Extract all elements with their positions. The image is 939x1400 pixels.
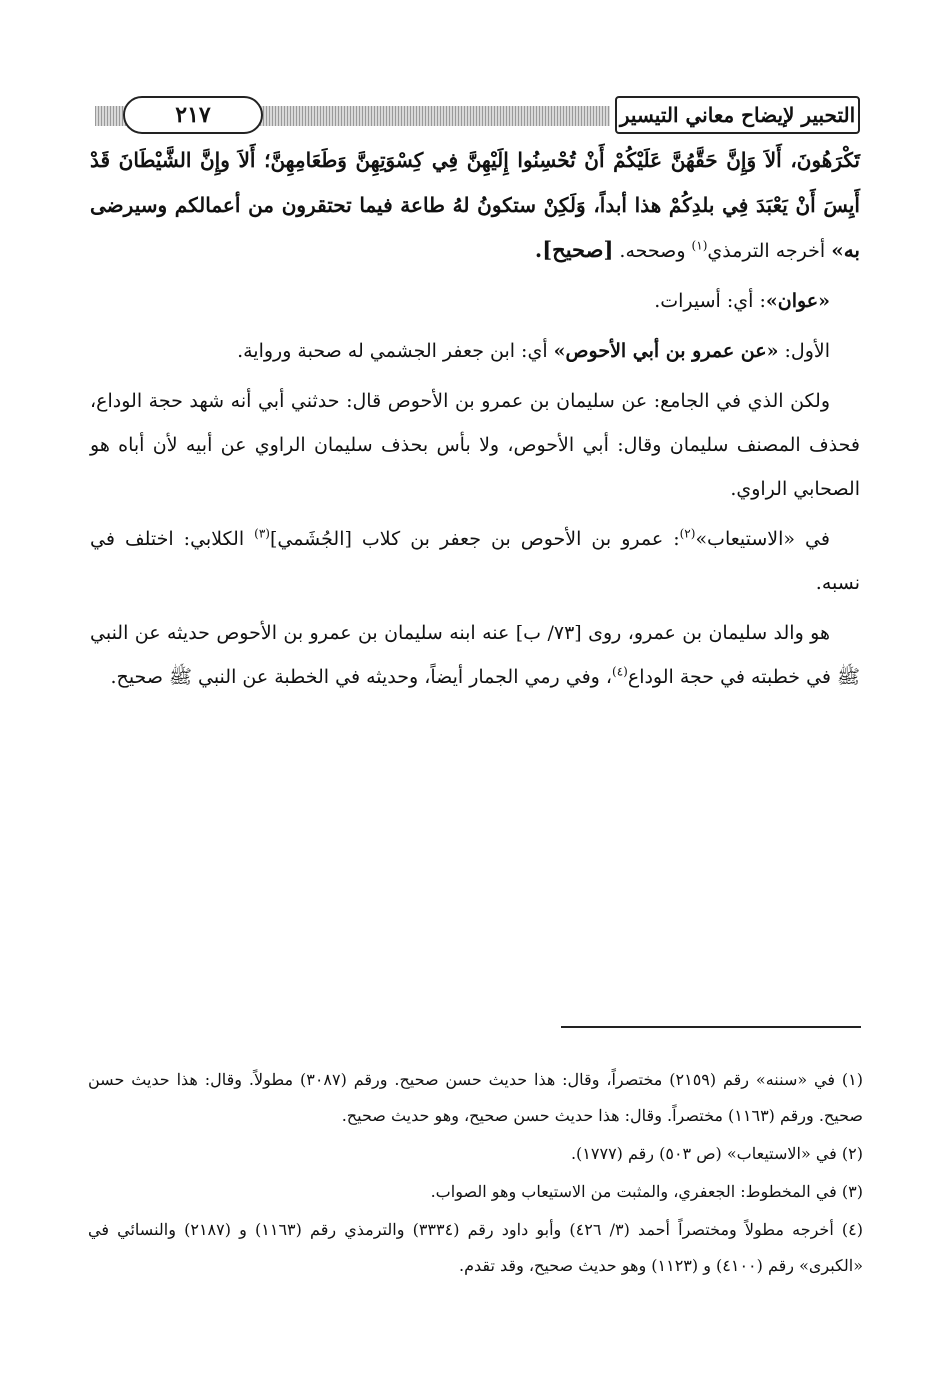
istiab-text-3: الكلابي: اختلف في نسبه. [90, 528, 860, 594]
takhrij-text-2: وصححه. [613, 240, 692, 262]
term-label: «عوان» [765, 290, 830, 312]
term-definition: : أي: أسيرات. [654, 290, 766, 312]
hadith-text: تَكْرَهُونَ، أَلاَ وَإِنَّ حَقَّهُنَّ عَلَيْكُمْ أَنْ تُحْسِنُوا إِلَيْهِنَّ فِي كِسْوَتِهِنَّ وَطَعَامِهِنَّ؛ أَلاَ وإِنَّ الشَّيْطَانَ قَدْ أَيِسَ أَنْ يَعْبَدَ فِي بلدِكُمْ هذا أبداً، وَلَكِنْ ستكونُ لهُ طاعة فيما تحتقرون من أعمالكم وسيرضى به» [90, 148, 860, 262]
footnote-3: (٣) في المخطوط: الجعفري، والمثبت من الاستيعاب وهو الصواب. [430, 1182, 863, 1201]
footnote-2: (٢) في «الاستيعاب» (ص ٥٠٣) رقم (١٧٧٧). [570, 1144, 863, 1163]
jami-text: ولكن الذي في الجامع: عن سليمان بن عمرو بن الأحوص قال: حدثني أبي أنه شهد حجة الوداع، فحذف المصنف سليمان وقال: أبي الأحوص، ولا بأس بحذف سليمان الراوي عن أبيه لأن أباه هو الصحابي الراوي. [90, 390, 860, 500]
paragraph-istiab [90, 517, 860, 605]
page-header [95, 96, 860, 136]
father-text: هو والد سليمان بن عمرو، روى [٧٣/ ب] عنه ابنه سليمان بن عمرو بن الأحوص حديثه عن النبي ﷺ في خطبته في حجة الوداع [90, 622, 860, 688]
narrator-explanation: أي: ابن جعفر الجشمي له صحبة ورواية. [237, 340, 554, 362]
grade-label: [صحيح]. [534, 237, 614, 262]
paragraph-jami [90, 379, 860, 511]
istiab-text-2: : عمرو بن الأحوص بن جعفر بن كلاب [الجُشَمي] [269, 528, 680, 550]
footnote-divider [561, 1026, 861, 1028]
istiab-text: في «الاستيعاب» [695, 528, 830, 550]
paragraph-awan [90, 279, 860, 323]
paragraph-first [90, 329, 860, 373]
footnote-ref-2[interactable]: (٢) [679, 526, 696, 541]
paragraph-father [90, 611, 860, 699]
father-text-2: ، وفي رمي الجمار أيضاً، وحديثه في الخطبة عن النبي ﷺ صحيح. [110, 666, 613, 688]
page-number: ٢١٧ [123, 96, 263, 134]
book-title: التحبير لإيضاح معاني التيسير [615, 96, 860, 134]
footnote-ref-1[interactable]: (١) [691, 238, 708, 253]
footnote-1: (١) في «سننه» رقم (٢١٥٩) مختصراً، وقال: هذا حديث حسن صحيح. ورقم (٣٠٨٧) مطولاً. وقال: هذا حديث حسن صحيح. ورقم (١١٦٣) مختصراً. وقال: هذا حديث حسن صحيح، وهو حديث صحيح. [88, 1070, 863, 1125]
takhrij-text: أخرجه الترمذي [707, 240, 832, 262]
narrator-label: «عن عمرو بن أبي الأحوص» [553, 340, 779, 362]
footnotes [88, 1062, 863, 1286]
footnote-4: (٤) أخرجه مطولاً ومختصراً أحمد (٣/ ٤٢٦) وأبو داود رقم (٣٣٣٤) والترمذي رقم (١١٦٣) و (٢١٨٧) والنسائي في «الكبرى» رقم (٤١٠٠) و (١١٢٣) وهو حديث صحيح، وقد تقدم. [88, 1220, 864, 1275]
footnote-ref-3[interactable]: (٣) [254, 526, 270, 541]
main-text [90, 138, 860, 705]
first-prefix: الأول: [778, 340, 830, 362]
footnote-ref-4[interactable]: (٤) [612, 664, 628, 679]
paragraph-hadith [90, 138, 860, 273]
